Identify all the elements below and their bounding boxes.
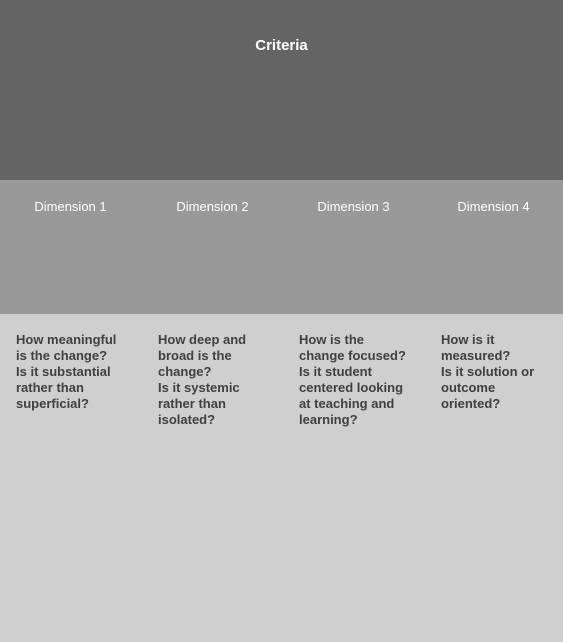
description-line: How deep and <box>158 332 247 347</box>
dimension-3-label: Dimension 3 <box>317 199 390 214</box>
dimension-2-description <box>158 332 273 428</box>
dimension-1-label: Dimension 1 <box>34 199 107 214</box>
description-line: is the change? <box>16 348 108 363</box>
dimension-header-row <box>0 180 563 314</box>
description-line: outcome <box>441 380 496 395</box>
description-line: How is it <box>441 332 495 347</box>
description-line: change focused? <box>299 348 406 363</box>
dimension-2-label: Dimension 2 <box>176 199 249 214</box>
description-line: broad is the <box>158 348 232 363</box>
criteria-header <box>0 0 563 180</box>
description-line: Is it substantial <box>16 364 111 379</box>
dimension-description-row <box>0 314 563 642</box>
description-line: How is the <box>299 332 365 347</box>
description-line: isolated? <box>158 412 216 427</box>
description-line: How meaningful <box>16 332 117 347</box>
description-line: rather than <box>158 396 226 411</box>
dimension-3-description <box>299 332 414 428</box>
description-line: Is it student <box>299 364 372 379</box>
description-line: rather than <box>16 380 84 395</box>
criteria-title: Criteria <box>255 37 308 54</box>
dimension-1-description <box>16 332 131 412</box>
description-line: Is it systemic <box>158 380 240 395</box>
description-line: change? <box>158 364 212 379</box>
description-line: centered looking <box>299 380 404 395</box>
dimension-4-label: Dimension 4 <box>457 199 530 214</box>
description-line: learning? <box>299 412 358 427</box>
description-line: superficial? <box>16 396 89 411</box>
dimension-4-description <box>441 332 556 412</box>
description-line: measured? <box>441 348 511 363</box>
description-line: oriented? <box>441 396 501 411</box>
description-line: at teaching and <box>299 396 395 411</box>
description-line: Is it solution or <box>441 364 535 379</box>
